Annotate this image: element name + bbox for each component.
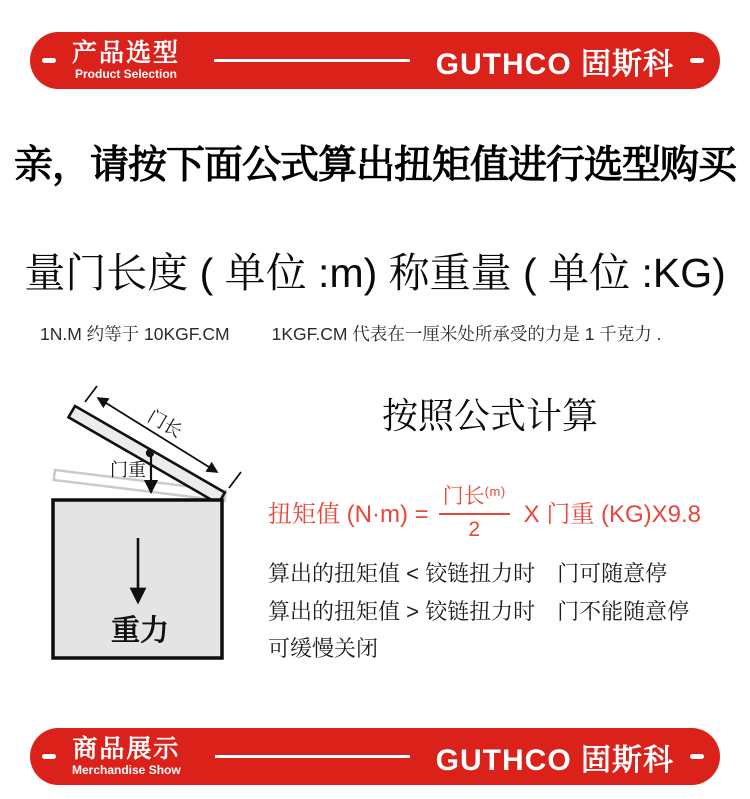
banner-left-dash [42,754,56,759]
banner-right-dash [690,58,704,63]
brand-logo-text: GUTHCO 固斯科 [435,743,674,777]
calc-section-title: 按照公式计算 [381,395,598,436]
main-headline: 亲，请按下面公式算出扭矩值进行选型购买 [13,144,736,187]
formula-lhs: 扭矩值 (N·m) = [268,500,429,528]
rule-line-3: 可缓慢关闭 [268,636,379,661]
formula-numerator-unit: (m) [484,484,506,499]
gravity-label: 重力 [110,615,170,647]
rule-line-1: 算出的扭矩值 < 铰链扭力时 门可随意停 [268,561,668,586]
unit-note-1: 1N.M 约等于 10KGF.CM [40,324,230,344]
banner-left-dash [42,58,56,63]
formula-fraction [439,480,510,542]
formula-numerator [439,480,510,513]
banner-title-cn: 产品选型 [72,38,181,67]
door-torque-diagram [35,376,270,671]
unit-note-row [40,321,662,346]
top-banner [30,32,720,89]
rule-line-2: 算出的扭矩值 > 铰链扭力时 门不能随意停 [268,598,690,624]
banner-right-dash [690,754,704,759]
banner-title-cn: 商品展示 [72,734,181,763]
banner-title-block [72,38,181,82]
door-weight-label: 门重 [110,460,146,480]
sub-headline: 量门长度 ( 单位 :m) 称重量 ( 单位 :KG) [24,250,726,296]
banner-title-en: Merchandise Show [72,763,181,778]
door-length-label: 门长 [144,406,186,442]
banner-title-block [72,734,181,778]
torque-formula [268,480,701,542]
unit-note-2: 1KGF.CM 代表在一厘米处所承受的力是 1 千克力 . [271,324,662,344]
formula-numerator-text: 门长 [442,485,485,508]
dimension-tick-start [85,386,97,402]
bottom-banner [30,728,720,785]
banner-divider-line [215,755,410,758]
dimension-tick-end [229,472,241,488]
formula-denominator: 2 [439,513,510,542]
formula-rhs: X 门重 (KG)X9.8 [523,500,702,528]
banner-divider-line [214,59,410,62]
selection-rules [268,555,689,668]
banner-title-en: Product Selection [74,67,178,82]
brand-logo-text: GUTHCO 固斯科 [435,47,674,81]
